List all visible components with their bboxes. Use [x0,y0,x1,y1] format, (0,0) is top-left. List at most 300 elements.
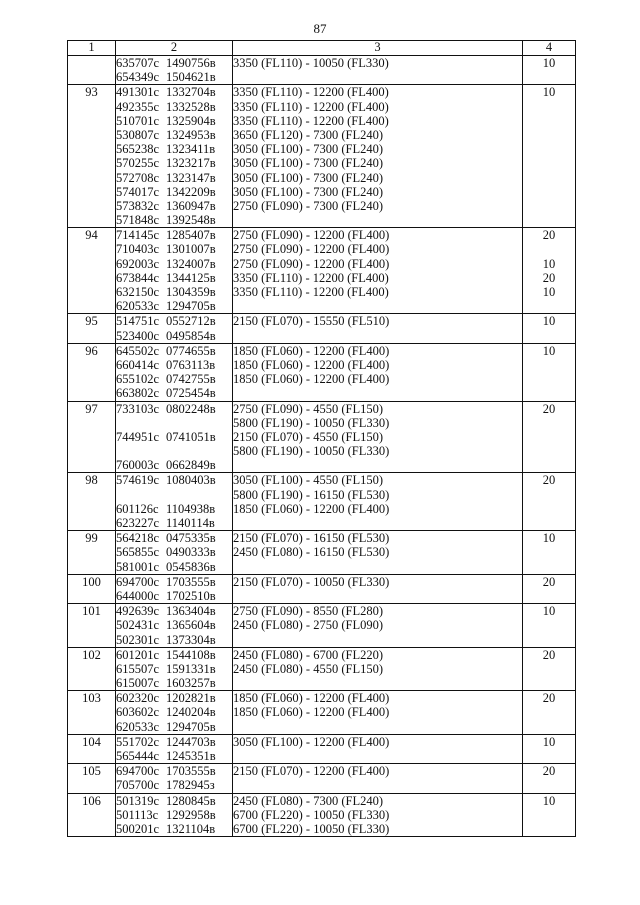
coordinates-cell [116,574,233,603]
longitude: 1301007в [166,242,216,257]
coordinate-line [116,314,232,328]
value: 10 [542,531,556,546]
longitude: 1365604в [166,618,216,633]
flight-levels-cell [233,691,523,735]
longitude: 1324007в [166,256,216,271]
latitude: 692003c [116,256,160,271]
longitude: 1323217в [166,156,216,171]
value-cell [523,793,576,837]
coordinate-line [116,822,232,836]
row-number: 99 [68,531,116,575]
longitude: 0662849в [166,458,216,473]
coordinate-line [116,458,232,472]
value [523,372,575,386]
longitude: 1782945з [166,778,215,793]
longitude: 0725454в [166,386,216,401]
longitude: 0774655в [166,343,216,358]
latitude: 760003c [116,458,160,473]
coordinate-line [116,344,232,358]
value-cell [523,734,576,763]
latitude: 632150c [116,285,160,299]
flight-level-range [233,458,522,472]
longitude: 1294705в [166,719,216,734]
flight-levels-cell [233,343,523,401]
longitude: 1332704в [166,85,216,100]
latitude: 564218c [116,531,160,546]
coordinate-line [116,720,232,734]
flight-level-range: 6700 (FL220) - 10050 (FL330) [233,821,390,836]
value-cell [523,85,576,228]
coordinate-line [116,735,232,749]
coordinates-cell [116,764,233,793]
row-number [68,56,116,85]
flight-level-range: 2450 (FL080) - 2750 (FL090) [233,618,383,633]
flight-level-range: 3350 (FL110) - 12200 (FL400) [233,113,389,128]
value [523,299,575,313]
row-number: 100 [68,574,116,603]
longitude: 1603257в [166,676,216,691]
coordinate-line [116,228,232,242]
coordinate-line [116,648,232,662]
flight-levels-cell [233,604,523,648]
value: 20 [542,647,556,662]
coordinates-cell [116,228,233,314]
value [523,444,575,458]
flight-level-range: 2750 (FL090) - 12200 (FL400) [233,256,390,271]
flight-levels-cell [233,228,523,314]
coordinates-cell [116,85,233,228]
longitude: 0495854в [166,328,216,343]
coordinate-line [116,502,232,516]
latitude: 601201c [116,647,160,662]
value [523,618,575,632]
value [523,242,575,256]
longitude: 1344125в [166,270,216,285]
coordinate-line [116,618,232,632]
coordinate-line [116,114,232,128]
coordinate-line [116,70,232,84]
coordinate-line [116,488,232,502]
flight-levels-cell [233,314,523,343]
longitude: 1104938в [166,501,216,516]
table-row [68,56,576,85]
longitude: 0545836в [166,559,216,574]
flight-level-range: 3050 (FL100) - 7300 (FL240) [233,170,383,185]
flight-level-range [233,676,522,690]
longitude: 0742755в [166,372,216,387]
value: 20 [542,574,556,589]
coordinate-line [116,100,232,114]
coordinate-line [116,128,232,142]
coordinate-line [116,545,232,559]
longitude: 1321104в [166,821,216,836]
table-body [68,56,576,837]
coordinate-line [116,430,232,444]
latitude: 714145c [116,228,160,243]
coordinate-line [116,676,232,690]
longitude: 1544108в [166,647,216,662]
latitude: 620533c [116,299,160,314]
coordinate-line [116,156,232,170]
flight-level-range [233,516,522,530]
coordinates-cell [116,647,233,691]
longitude: 1292958в [166,807,216,822]
value-cell [523,343,576,401]
longitude: 1342209в [166,184,216,199]
flight-level-range: 5800 (FL190) - 10050 (FL330) [233,415,390,430]
coordinate-line [116,402,232,416]
flight-levels-cell [233,764,523,793]
latitude: 694700c [116,764,160,779]
longitude: 1285407в [166,228,216,243]
latitude: 565238c [116,142,160,157]
coordinates-cell [116,401,233,473]
latitude: 574619c [116,473,160,488]
flight-level-range: 2450 (FL080) - 7300 (FL240) [233,793,383,808]
coordinate-line [116,257,232,271]
table-row [68,314,576,343]
value [523,502,575,516]
table-row [68,473,576,531]
coordinate-line [116,416,232,430]
flight-level-range [233,589,522,603]
flight-level-range: 3650 (FL120) - 7300 (FL240) [233,127,383,142]
row-number: 93 [68,85,116,228]
flight-level-range [233,720,522,734]
flight-level-range: 2450 (FL080) - 16150 (FL530) [233,545,390,560]
flight-levels-cell [233,734,523,763]
row-number: 106 [68,793,116,837]
coordinate-line [116,329,232,343]
value: 20 [542,401,556,416]
coordinate-line [116,142,232,156]
flight-level-range: 3050 (FL100) - 7300 (FL240) [233,184,383,199]
value [523,185,575,199]
flight-levels-cell [233,85,523,228]
value [523,662,575,676]
coordinate-line [116,749,232,763]
latitude: 491301c [116,85,160,100]
coordinate-line [116,531,232,545]
latitude: 663802c [116,386,160,401]
flight-level-range: 6700 (FL220) - 10050 (FL330) [233,807,390,822]
coordinate-line [116,575,232,589]
table-row [68,343,576,401]
latitude: 654349c [116,70,160,85]
header-col-3: 3 [233,41,523,56]
value-cell [523,691,576,735]
longitude: 1504621в [166,70,216,85]
coordinate-line [116,604,232,618]
table-row [68,691,576,735]
longitude: 1363404в [166,604,216,619]
value [523,778,575,792]
coordinates-cell [116,473,233,531]
latitude: 574017c [116,184,160,199]
coordinates-cell [116,734,233,763]
coordinate-line [116,299,232,313]
latitude: 602320c [116,691,160,706]
flight-level-range: 2150 (FL070) - 10050 (FL330) [233,574,390,589]
flight-level-range: 2750 (FL090) - 8550 (FL280) [233,604,383,619]
longitude: 1373304в [166,632,216,647]
value [523,329,575,343]
value-cell [523,473,576,531]
flight-level-range: 2750 (FL090) - 4550 (FL150) [233,401,383,416]
value [523,171,575,185]
flight-levels-cell [233,793,523,837]
value: 10 [542,56,556,70]
longitude: 1325904в [166,113,216,128]
value [523,114,575,128]
value [523,416,575,430]
table-row [68,764,576,793]
value [523,458,575,472]
flight-level-range: 2150 (FL070) - 16150 (FL530) [233,531,390,546]
coordinates-cell [116,343,233,401]
value [523,386,575,400]
value [523,808,575,822]
value [523,822,575,836]
coordinate-line [116,271,232,285]
coordinate-line [116,85,232,99]
value [523,705,575,719]
latitude: 645502c [116,343,160,358]
value-cell [523,56,576,85]
latitude: 694700c [116,574,160,589]
latitude: 501113c [116,807,159,822]
flight-level-range: 2750 (FL090) - 12200 (FL400) [233,228,390,243]
row-number: 98 [68,473,116,531]
value: 10 [542,285,556,299]
flight-level-range [233,560,522,574]
latitude: 673844c [116,270,160,285]
value: 10 [542,734,556,749]
table-row [68,574,576,603]
coordinate-line [116,560,232,574]
longitude: 1332528в [166,99,216,114]
latitude: 570255c [116,156,160,171]
value [523,199,575,213]
flight-level-range [233,749,522,763]
row-number: 101 [68,604,116,648]
longitude: 1304359в [166,285,216,299]
longitude: 0475335в [166,531,216,546]
row-number: 104 [68,734,116,763]
flight-level-range: 3350 (FL110) - 12200 (FL400) [233,270,389,285]
header-col-4: 4 [523,41,576,56]
table-row [68,734,576,763]
latitude: 710403c [116,242,160,257]
longitude: 1323147в [166,170,216,185]
value: 20 [542,764,556,779]
longitude: 1703555в [166,764,216,779]
value: 20 [542,473,556,488]
coordinate-line [116,372,232,386]
flight-level-range [233,70,522,84]
flight-level-range: 3050 (FL100) - 4550 (FL150) [233,473,383,488]
value-cell [523,401,576,473]
longitude: 1080403в [166,473,216,488]
latitude: 510701c [116,113,160,128]
coordinate-line [116,589,232,603]
latitude: 565444c [116,749,160,763]
coordinates-cell [116,531,233,575]
latitude: 492639c [116,604,160,619]
latitude: 660414c [116,357,160,372]
coordinate-line [116,185,232,199]
latitude: 623227c [116,516,160,530]
longitude: 1240204в [166,705,216,720]
coordinate-line [116,808,232,822]
value: 20 [542,228,556,243]
latitude: 615507c [116,661,160,676]
flight-levels-cell [233,473,523,531]
coordinate-line [116,473,232,487]
coordinate-line [116,778,232,792]
value [523,488,575,502]
flight-level-range: 1850 (FL060) - 12200 (FL400) [233,501,390,516]
longitude: 1702510в [166,588,216,603]
latitude: 501319c [116,793,160,808]
latitude: 635707c [116,56,160,70]
value [523,128,575,142]
value: 10 [542,604,556,619]
flight-levels-cell [233,574,523,603]
coordinate-line [116,705,232,719]
table-row [68,228,576,314]
flight-levels-cell [233,647,523,691]
value-cell [523,228,576,314]
coordinate-line [116,691,232,705]
flight-level-range: 3050 (FL100) - 7300 (FL240) [233,156,383,171]
longitude: 1591331в [166,661,216,676]
coordinate-line [116,662,232,676]
value [523,545,575,559]
coordinates-cell [116,691,233,735]
flight-level-range: 3350 (FL110) - 12200 (FL400) [233,85,389,100]
flight-level-range: 3350 (FL110) - 10050 (FL330) [233,56,389,70]
value-cell [523,647,576,691]
flight-level-range: 1850 (FL060) - 12200 (FL400) [233,343,390,358]
latitude: 733103c [116,401,160,416]
coordinate-line [116,516,232,530]
flight-level-range: 2450 (FL080) - 6700 (FL220) [233,647,383,662]
latitude: 502431c [116,618,160,633]
flight-level-range: 1850 (FL060) - 12200 (FL400) [233,357,390,372]
value: 10 [542,314,556,329]
value [523,560,575,574]
coordinate-line [116,633,232,647]
flight-level-range: 1850 (FL060) - 12200 (FL400) [233,372,390,387]
value: 20 [542,691,556,706]
flight-level-range: 2150 (FL070) - 4550 (FL150) [233,429,383,444]
table-row [68,531,576,575]
coordinates-cell [116,793,233,837]
flight-level-range: 2750 (FL090) - 12200 (FL400) [233,242,390,257]
flight-level-range: 1850 (FL060) - 12200 (FL400) [233,691,390,706]
value-cell [523,764,576,793]
data-table [67,40,576,837]
value [523,749,575,763]
coordinate-line [116,358,232,372]
value [523,70,575,84]
coordinate-line [116,285,232,299]
flight-levels-cell [233,401,523,473]
value [523,100,575,114]
latitude: 705700c [116,778,160,793]
latitude: 644000c [116,588,160,603]
row-number: 103 [68,691,116,735]
flight-level-range [233,299,522,313]
latitude: 492355c [116,99,160,114]
value [523,633,575,647]
latitude: 530807c [116,127,160,142]
value-cell [523,574,576,603]
longitude: 1280845в [166,793,216,808]
flight-level-range: 2450 (FL080) - 4550 (FL150) [233,661,383,676]
flight-levels-cell [233,56,523,85]
value: 20 [542,270,556,285]
value-cell [523,531,576,575]
latitude: 615007c [116,676,160,691]
latitude: 572708c [116,170,160,185]
coordinates-cell [116,314,233,343]
flight-level-range [233,633,522,647]
flight-level-range: 3350 (FL110) - 12200 (FL400) [233,285,389,299]
row-number: 102 [68,647,116,691]
value: 10 [542,343,556,358]
latitude: 603602c [116,705,160,720]
latitude: 523400c [116,328,160,343]
longitude: 1323411в [166,142,216,157]
value: 10 [542,256,556,271]
table-row [68,647,576,691]
longitude: 1490756в [166,56,216,70]
coordinates-cell [116,604,233,648]
flight-level-range: 2150 (FL070) - 12200 (FL400) [233,764,390,779]
latitude: 500201c [116,821,160,836]
latitude: 744951c [116,429,160,444]
value-cell [523,314,576,343]
longitude: 0763113в [166,357,216,372]
flight-level-range: 2750 (FL090) - 7300 (FL240) [233,198,383,213]
value-cell [523,604,576,648]
longitude: 0741051в [166,429,216,444]
flight-level-range [233,386,522,400]
latitude: 502301c [116,632,160,647]
flight-level-range: 1850 (FL060) - 12200 (FL400) [233,705,390,720]
value [523,213,575,227]
header-col-2: 2 [116,41,233,56]
coordinate-line [116,764,232,778]
coordinate-line [116,444,232,458]
value: 10 [542,85,556,100]
longitude: 1202821в [166,691,216,706]
header-col-1: 1 [68,41,116,56]
table-row [68,401,576,473]
flight-level-range [233,329,522,343]
flight-level-range: 3050 (FL100) - 12200 (FL400) [233,734,390,749]
header-row [68,41,576,56]
latitude: 551702c [116,734,160,749]
value [523,156,575,170]
coordinate-line [116,56,232,70]
coordinate-line [116,213,232,227]
flight-level-range: 5800 (FL190) - 16150 (FL530) [233,487,390,502]
longitude: 1245351в [166,749,216,763]
flight-level-range: 3050 (FL100) - 7300 (FL240) [233,142,383,157]
